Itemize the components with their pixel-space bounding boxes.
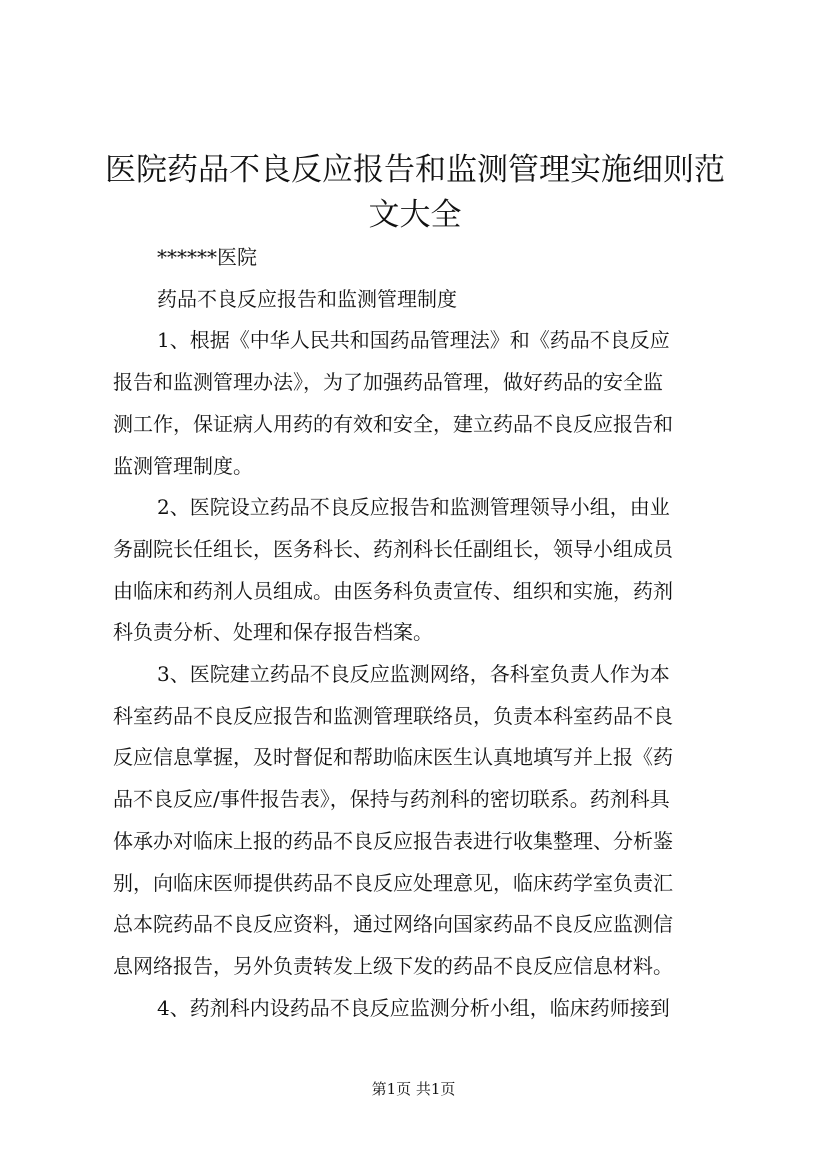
paragraph-line: 3、医院建立药品不良反应监测网络，各科室负责人作为本 (157, 662, 670, 687)
paragraph-line: 反应信息掌握，及时督促和帮助临床医生认真地填写并上报《药 (113, 745, 673, 770)
paragraph-4 (113, 988, 737, 1030)
paragraph-line: 品不良反应/事件报告表》，保持与药剂科的密切联系。药剂科具 (113, 787, 670, 812)
paragraph-line: 务副院长任组长，医务科长、药剂科长任副组长，领导小组成员 (113, 536, 673, 561)
hospital-name (113, 237, 737, 279)
page-number-footer: 第1页 共1页 (371, 1080, 456, 1098)
paragraph-1 (113, 320, 737, 487)
paragraph-line: 报告和监测管理办法》，为了加强药品管理，做好药品的安全监 (113, 370, 663, 395)
paragraph-line: 别，向临床医师提供药品不良反应处理意见，临床药学室负责汇 (113, 870, 673, 895)
title-line: 文大全 (368, 197, 462, 233)
paragraph-line: 由临床和药剂人员组成。由医务科负责宣传、组织和实施，药剂 (113, 578, 673, 603)
title-line: 医院药品不良反应报告和监测管理实施细则范 (105, 152, 725, 188)
paragraph-line: 4、药剂科内设药品不良反应监测分析小组，临床药师接到 (157, 995, 670, 1020)
paragraph-line: 科负责分析、处理和保存报告档案。 (113, 620, 433, 645)
paragraph-line: 测工作，保证病人用药的有效和安全，建立药品不良反应报告和 (113, 411, 673, 436)
paragraph-line: 2、医院设立药品不良反应报告和监测管理领导小组，由业 (157, 495, 670, 520)
document-title (95, 148, 735, 238)
paragraph-line: 总本院药品不良反应资料，通过网络向国家药品不良反应监测信 (113, 912, 673, 937)
paragraph-line: 1、根据《中华人民共和国药品管理法》和《药品不良反应 (157, 328, 670, 353)
paragraph-2 (113, 487, 737, 654)
document-body (113, 237, 737, 1029)
hospital-name-text: ******医院 (157, 245, 257, 269)
document-subtitle-text: 药品不良反应报告和监测管理制度 (157, 286, 457, 311)
paragraph-line: 科室药品不良反应报告和监测管理联络员，负责本科室药品不良 (113, 703, 673, 728)
paragraph-line: 体承办对临床上报的药品不良反应报告表进行收集整理、分析鉴 (113, 828, 673, 853)
paragraph-3 (113, 654, 737, 988)
paragraph-line: 息网络报告，另外负责转发上级下发的药品不良反应信息材料。 (113, 953, 673, 978)
paragraph-line: 监测管理制度。 (113, 453, 253, 478)
document-subtitle (113, 279, 737, 321)
